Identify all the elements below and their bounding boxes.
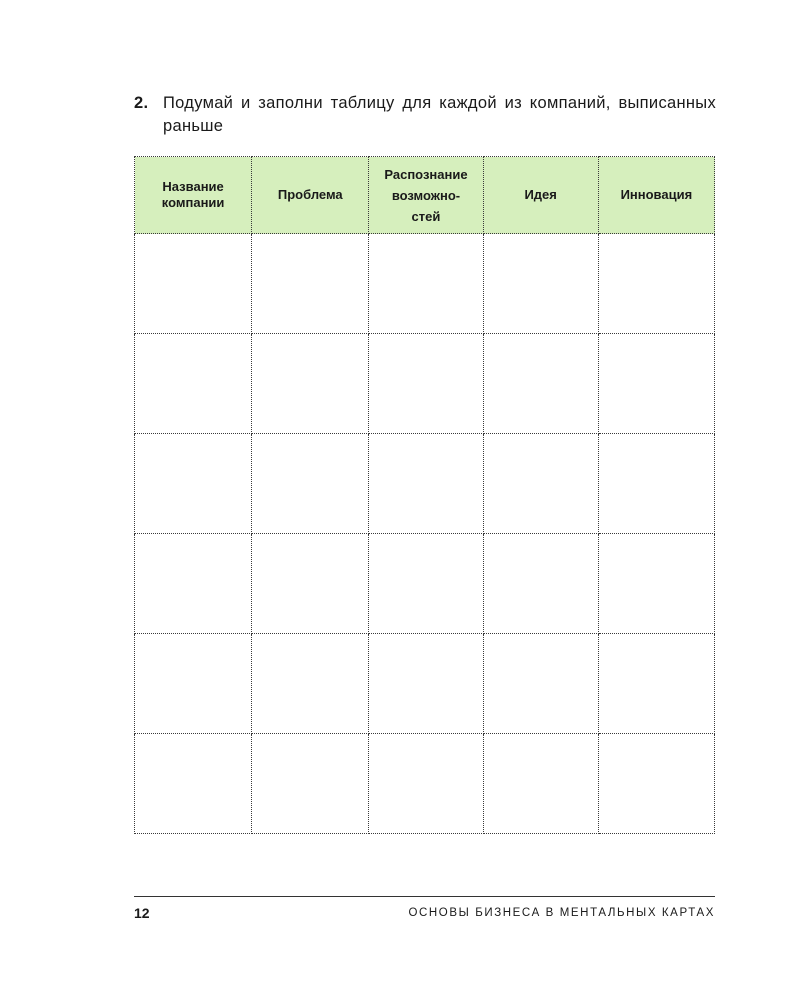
header-line: стей	[411, 208, 441, 224]
footer-divider	[134, 896, 715, 897]
table-cell[interactable]	[252, 234, 369, 334]
table-row	[135, 734, 715, 834]
table-cell[interactable]	[483, 234, 598, 334]
table-cell[interactable]	[598, 434, 714, 534]
table-header-row	[135, 157, 715, 234]
table-cell[interactable]	[135, 434, 252, 534]
table-row	[135, 534, 715, 634]
table-cell[interactable]	[135, 534, 252, 634]
header-line: Инновация	[620, 187, 693, 202]
table-cell[interactable]	[483, 734, 598, 834]
running-title: ОСНОВЫ БИЗНЕСА В МЕНТАЛЬНЫХ КАРТАХ	[408, 907, 715, 919]
table-row	[135, 234, 715, 334]
table-cell[interactable]	[369, 434, 483, 534]
task-instruction	[134, 92, 716, 138]
page-number: 12	[134, 905, 150, 921]
table-cell[interactable]	[598, 334, 714, 434]
header-line: Распознание	[384, 166, 468, 182]
task-text: Подумай и заполни таблицу для каждой из компаний, выписанных раньше	[163, 94, 716, 135]
header-line: компании	[161, 195, 225, 210]
header-opportunity-recognition	[369, 157, 483, 234]
header-line: Название	[162, 179, 224, 194]
table-cell[interactable]	[483, 634, 598, 734]
table-cell[interactable]	[369, 634, 483, 734]
task-number: 2.	[134, 94, 149, 112]
table-cell[interactable]	[483, 534, 598, 634]
table-cell[interactable]	[135, 334, 252, 434]
table-cell[interactable]	[252, 434, 369, 534]
table-cell[interactable]	[252, 734, 369, 834]
table-cell[interactable]	[135, 734, 252, 834]
table-body	[135, 234, 715, 834]
table-row	[135, 434, 715, 534]
table-cell[interactable]	[369, 734, 483, 834]
header-company-name	[135, 157, 252, 234]
table-cell[interactable]	[252, 634, 369, 734]
table-cell[interactable]	[369, 534, 483, 634]
table-cell[interactable]	[483, 434, 598, 534]
header-innovation	[598, 157, 714, 234]
table-cell[interactable]	[369, 234, 483, 334]
header-line: возможно-	[391, 187, 461, 203]
table-cell[interactable]	[598, 234, 714, 334]
table-cell[interactable]	[252, 534, 369, 634]
table-cell[interactable]	[598, 734, 714, 834]
header-line: Проблема	[277, 187, 343, 202]
table-cell[interactable]	[252, 334, 369, 434]
header-line: Идея	[524, 187, 557, 202]
worksheet-table	[134, 156, 715, 834]
table-cell[interactable]	[135, 234, 252, 334]
table-row	[135, 634, 715, 734]
table-cell[interactable]	[483, 334, 598, 434]
table-cell[interactable]	[598, 534, 714, 634]
table-row	[135, 334, 715, 434]
header-problem	[252, 157, 369, 234]
table-cell[interactable]	[598, 634, 714, 734]
table-cell[interactable]	[135, 634, 252, 734]
table-cell[interactable]	[369, 334, 483, 434]
header-idea	[483, 157, 598, 234]
